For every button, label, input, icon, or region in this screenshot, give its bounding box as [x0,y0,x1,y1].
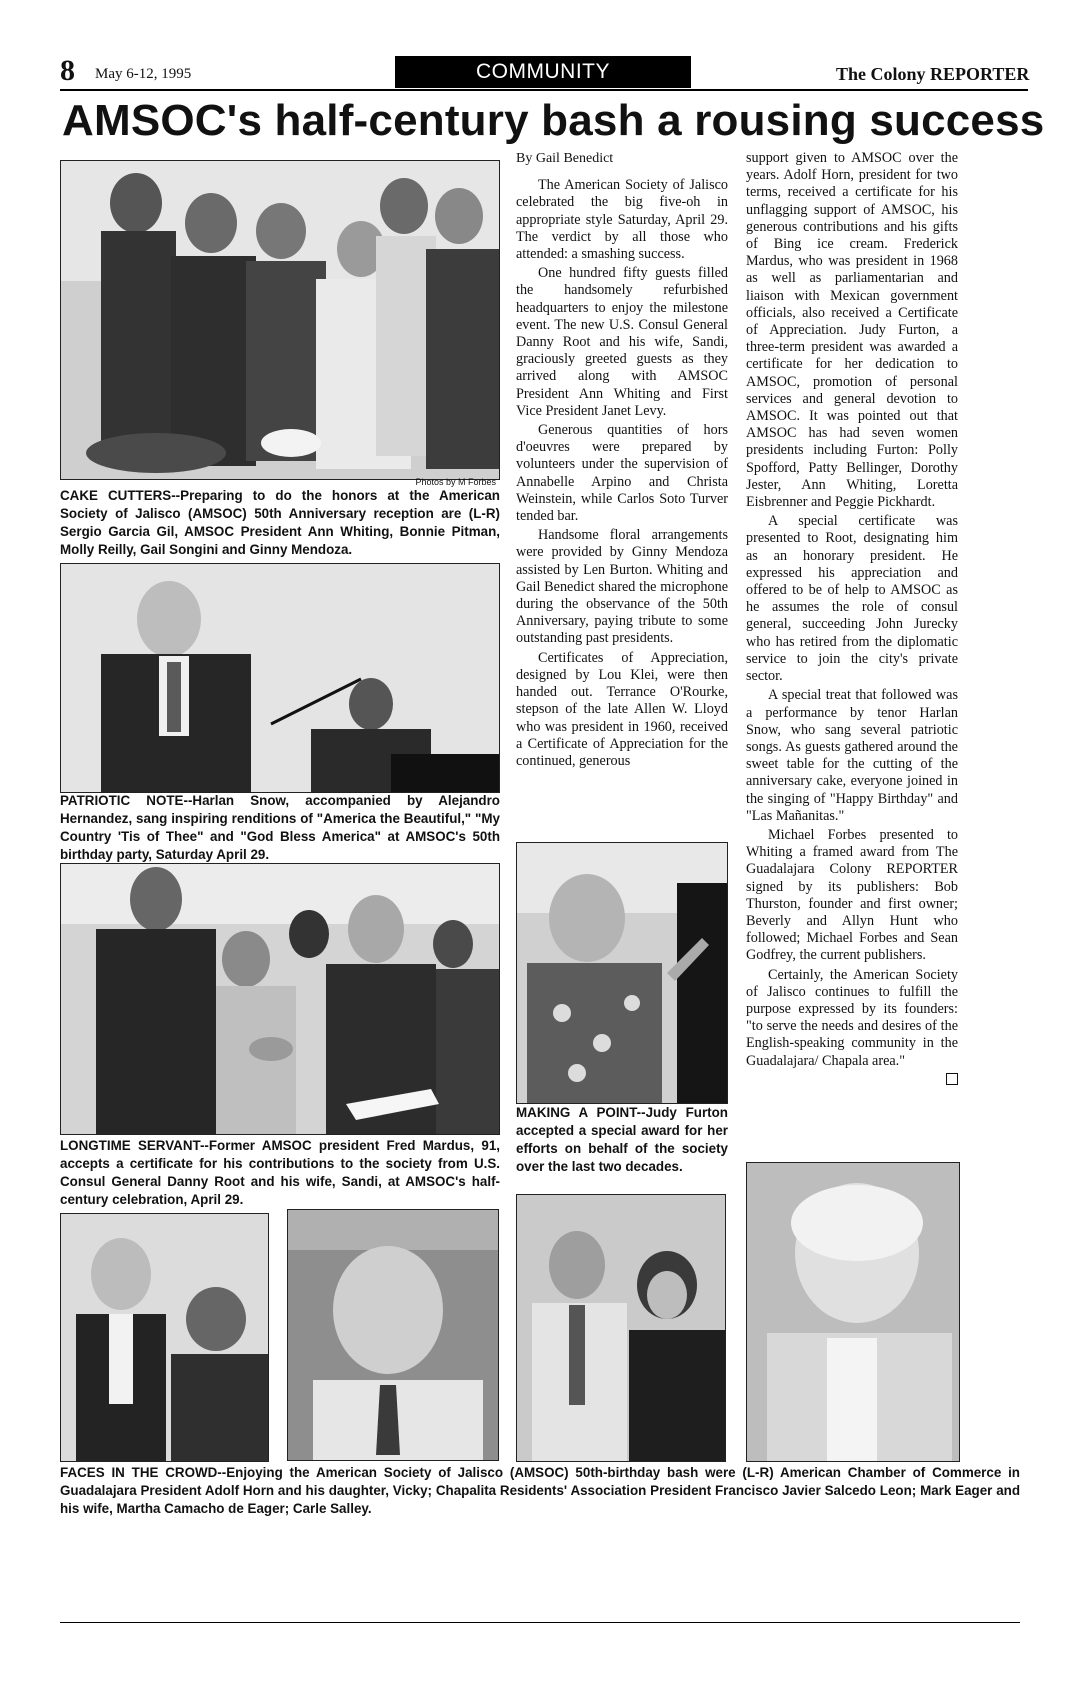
photo-patriotic-note [60,563,500,793]
section-label: COMMUNITY [395,56,691,88]
paragraph: A special certificate was presented to Root, designating him as an honorary president. He expressed his appreciation and offered to be of help to AMSOC as he assumes the role of consul general, succeeding John Jurecky who has retired from the diplomatic service to join the city's private sector. [746,513,958,685]
caption-patriotic-note: PATRIOTIC NOTE--Harlan Snow, accompanied by Alejandro Hernandez, sang inspiring renditions of "America the Beautiful," "My Country 'Tis of Thee" and "God Bless America" at AMSOC's 50th birthday party, Saturday April 29. [60,793,500,862]
paragraph: Michael Forbes presented to Whiting a framed award from The Guadalajara Colony REPORTER signed by its publishers: Bob Thurston, founder and first owner; Beverly and Allyn Hunt who followed; Michael Forbes and Sean Godfrey, the current publishers. [746,826,958,964]
footer-rule [60,1622,1020,1623]
photo-francisco-salcedo [287,1209,499,1461]
paragraph: One hundred fifty guests filled the handsomely refurbished headquarters to enjoy the milestone event. The new U.S. Consul General Danny Root and his wife, Sandi, graciously greeted guests as they arrived along with AMSOC President Ann Whiting and First Vice President Janet Levy. [516,265,728,419]
newspaper-name: The Colony REPORTER [836,64,1030,84]
paragraph: Certainly, the American Society of Jalisco continues to fulfill the purpose expressed by its founders: "to serve the needs and desires of the English-speaking community in the Guadalajara/ Chapala area." [746,966,958,1069]
photo-credit: Photos by M Forbes [415,477,496,487]
paragraph: A special treat that followed was a performance by tenor Harlan Snow, who sang several patriotic songs. As guests gathered around the sweet table for the cutting of the anniversary cake, everyone joined in the singing of "Happy Birthday" and "Las Mañanitas." [746,687,958,824]
caption-longtime-servant: LONGTIME SERVANT--Former AMSOC president Fred Mardus, 91, accepts a certificate for his contributions to the society from U.S. Consul General Danny Root and his wife, Sandi, at AMSOC's half-century celebration, April 29. [60,1138,500,1207]
caption-cake-cutters: CAKE CUTTERS--Preparing to do the honors at the American Society of Jalisco (AMSOC) 50th Anniversary reception are (L-R) Sergio Garcia Gil, AMSOC President Ann Whiting, Bonnie Pitman, Molly Reilly, Gail Songini and Ginny Mendoza. [60,488,500,557]
page-number: 8 [60,54,75,87]
end-mark-icon [946,1073,958,1085]
headline: AMSOC's half-century bash a rousing success [62,96,1045,145]
photo-cake-cutters [60,160,500,480]
article-column-right [746,150,958,1089]
paragraph: support given to AMSOC over the years. Adolf Horn, president for two terms, received a certificate for his unflagging support of AMSOC, his generous contributions and his gifts of Bing ice cream. Frederick Mardus, who was president in 1968 as well as parliamentarian and liaison with Mexican government officials, also received a Certificate of Appreciation. Judy Furton, a three-term president was awarded a certificate for her dedication to AMSOC, promotion of personal services and general devotion to AMSOC. It was pointed out that AMSOC has had seven women presidents including Furton: Polly Spofford, Patty Bellinger, Dorothy Jester, Ann Whiting, Loretta Eisbrenner and Peggie Pickhardt. [746,150,958,511]
photo-carle-salley [746,1162,960,1462]
header-rule [60,89,1028,91]
byline: By Gail Benedict [516,151,614,166]
issue-date: May 6-12, 1995 [95,66,192,82]
paragraph: Generous quantities of hors d'oeuvres were prepared by volunteers under the supervision of Annabelle Arpino and Christa Weinstein, while Carlos Soto Turver tended bar. [516,422,728,525]
caption-faces-in-the-crowd: FACES IN THE CROWD--Enjoying the American Society of Jalisco (AMSOC) 50th-birthday bash were (L-R) American Chamber of Commerce in Guadalajara President Adolf Horn and his daughter, Vicky; Chapalita Residents' Association President Francisco Javier Salcedo Leon; Mark Eager and his wife, Martha Camacho de Eager; Carle Salley. [60,1465,1020,1516]
caption-making-a-point: MAKING A POINT--Judy Furton accepted a special award for her efforts on behalf of the society over the last two decades. [516,1105,728,1174]
paragraph: Handsome floral arrangements were provided by Ginny Mendoza assisted by Len Burton. Whiting and Gail Benedict shared the microphone during the observance of the 50th Anniversary, paying tribute to some outstanding past presidents. [516,527,728,647]
photo-adolf-horn-and-daughter [60,1213,269,1462]
paragraph: Certificates of Appreciation, designed by Lou Klei, were then handed out. Terrance O'Rourke, stepson of the late Allen W. Lloyd who was president in 1960, received a Certificate of Appreciation for the continued, generous [516,649,728,769]
photo-making-a-point [516,842,728,1104]
article-column-middle [516,150,728,772]
photo-longtime-servant [60,863,500,1135]
photo-mark-and-martha-eager [516,1194,726,1462]
paragraph: The American Society of Jalisco celebrated the big five-oh in appropriate style Saturday, April 29. The verdict by all those who attended: a smashing success. [516,177,728,263]
